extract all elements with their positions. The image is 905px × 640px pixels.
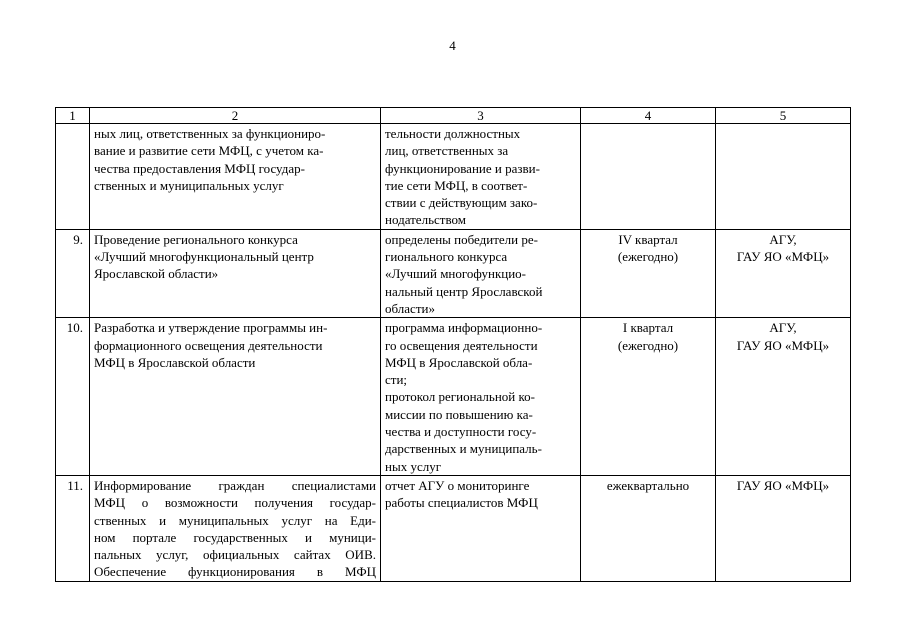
activity-line: Разработка и утверждение программы ин- [94,320,328,336]
deadline-cell [581,124,716,230]
activity-line: ном портале государственных и муници- [94,529,376,545]
activity-line: вание и развитие сети МФЦ, с учетом ка- [94,143,324,159]
row-number-cell: 9. [56,229,90,317]
row-number-cell: 10. [56,318,90,476]
result-line: функционирование и разви- [385,160,540,176]
result-line: работы специалистов МФЦ [385,495,538,511]
result-line: нодательством [385,212,466,228]
table-row [56,229,851,317]
activity-line: формационного освещения деятельности [94,337,323,353]
activity-line: Обеспечение функционирования в МФЦ [94,564,376,580]
table-row [56,318,851,476]
result-line: тие сети МФЦ, в соответ- [385,177,528,193]
responsible-line: ГАУ ЯО «МФЦ» [736,249,830,265]
deadline-cell [581,229,716,317]
responsible-line: АГУ, [769,231,797,247]
result-line: ных услуг [385,458,442,474]
activity-line: МФЦ о возможности получения государ- [94,495,376,511]
result-line: нальный центр Ярославской [385,283,543,299]
result-cell [381,318,581,476]
activity-line: ных лиц, ответственных за функциониро- [94,126,326,141]
result-line: лиц, ответственных за [385,143,509,159]
result-line: отчет АГУ о мониторинге [385,477,530,493]
result-line: программа информационно- [385,320,543,336]
result-line: ствии с действующим зако- [385,195,538,211]
result-line: миссии по повышению ка- [385,406,533,422]
table-row [56,124,851,230]
activity-line: Ярославской области» [94,266,219,282]
activity-line: Проведение регионального конкурса [94,231,298,247]
activity-cell [90,318,381,476]
activity-line: чества предоставления МФЦ государ- [94,160,305,176]
deadline-line: IV квартал [618,231,678,247]
result-line: «Лучший многофункцио- [385,266,527,282]
activity-line: «Лучший многофункциональный центр [94,249,314,265]
activity-line: ственных и муниципальных услуг [94,177,284,193]
column-number-header-row [56,108,851,124]
result-line: МФЦ в Ярославской обла- [385,354,533,370]
result-line: определены победители ре- [385,231,538,247]
deadline-line: ежеквартально [606,477,690,493]
activity-cell [90,124,381,230]
result-line: дарственных и муниципаль- [385,441,542,457]
responsible-cell [716,229,851,317]
result-line: го освещения деятельности [385,337,538,353]
page-number: 4 [449,38,456,53]
deadline-line: I квартал [622,320,674,336]
result-cell [381,124,581,230]
deadline-line: (ежегодно) [617,337,679,353]
result-line: протокол региональной ко- [385,389,535,405]
row-number-cell: 11. [56,475,90,581]
result-cell [381,475,581,581]
activity-cell [90,475,381,581]
result-line: чества и доступности госу- [385,424,537,440]
action-plan-table [55,107,851,582]
column-header-4: 4 [581,108,716,124]
responsible-line: ГАУ ЯО «МФЦ» [736,477,830,493]
column-header-1: 1 [56,108,90,124]
deadline-cell [581,475,716,581]
responsible-line: ГАУ ЯО «МФЦ» [736,337,830,353]
responsible-cell [716,318,851,476]
result-cell [381,229,581,317]
activity-line: МФЦ в Ярославской области [94,354,256,370]
column-header-3: 3 [381,108,581,124]
responsible-line: АГУ, [769,320,797,336]
deadline-cell [581,318,716,476]
column-header-5: 5 [716,108,851,124]
responsible-cell [716,475,851,581]
activity-line: Информирование граждан специалистами [94,477,376,493]
result-line: области» [385,300,435,316]
activity-cell [90,229,381,317]
table-row [56,475,851,581]
deadline-line: (ежегодно) [617,249,679,265]
column-header-2: 2 [90,108,381,124]
result-line: сти; [385,372,408,388]
activity-line: пальных услуг, официальных сайтах ОИВ. [94,547,376,563]
result-line: гионального конкурса [385,249,508,265]
row-number-cell [56,124,90,230]
result-line: тельности должностных [385,126,521,141]
activity-line: ственных и муниципальных услуг на Еди- [94,512,376,528]
responsible-cell [716,124,851,230]
